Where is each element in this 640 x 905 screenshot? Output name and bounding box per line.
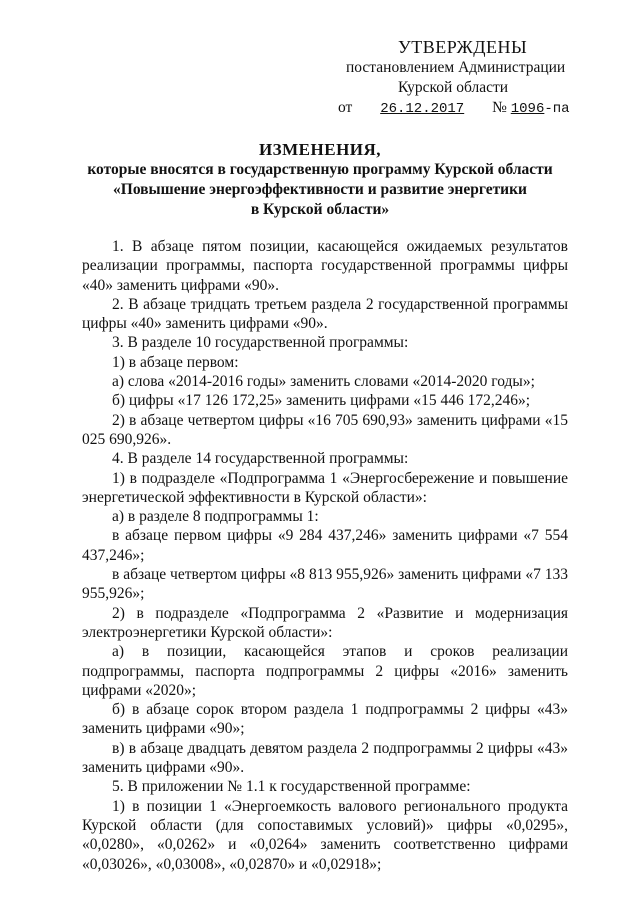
- paragraph: 3. В разделе 10 государственной программы:: [112, 334, 409, 352]
- approval-stamp: УТВЕРЖДЕНЫ: [398, 37, 528, 57]
- paragraph: 4. В разделе 14 государственной программы:: [112, 450, 409, 468]
- approval-number-suffix: -па: [544, 101, 570, 117]
- paragraph: б) цифры «17 126 172,25» заменить цифрами «15 446 172,246»;: [112, 392, 531, 410]
- document-title: ИЗМЕНЕНИЯ,: [258, 140, 382, 159]
- paragraph: а) в разделе 8 подпрограммы 1:: [112, 508, 319, 526]
- date-prefix: от: [338, 99, 353, 116]
- approval-number: 1096: [510, 101, 545, 117]
- approval-date-line: [338, 98, 598, 119]
- approval-date: 26.12.2017: [380, 101, 465, 117]
- document-heading: [60, 140, 580, 220]
- paragraph: в) в абзаце двадцать девятом раздела 2 подпрограммы 2 цифры «43» заменить цифрами «90».: [82, 739, 568, 777]
- paragraph: 1) в абзаце первом:: [112, 353, 239, 371]
- number-prefix: №: [492, 99, 507, 116]
- paragraph: 1) в позиции 1 «Энергоемкость валового регионального продукта Курской области (для сопоставимых условий)» цифры «0,0295», «0,0280», «0,0262» и «0,0264» заменить соответственно цифрами «0,03026», «0,03008», «0,02870» и «0,02918»;: [82, 797, 568, 873]
- document-body: [82, 237, 568, 874]
- paragraph: в абзаце первом цифры «9 284 437,246» заменить цифрами «7 554 437,246»;: [82, 527, 568, 564]
- paragraph: 1) в подразделе «Подпрограмма 1 «Энергосбережение и повышение энергетической эффективности в Курской области»:: [82, 469, 568, 506]
- paragraph: 2) в абзаце четвертом цифры «16 705 690,93» заменить цифрами «15 025 690,926».: [82, 411, 568, 448]
- paragraph: 2. В абзаце тридцать третьем раздела 2 государственной программы цифры «40» заменить цифрами «90».: [82, 295, 568, 333]
- paragraph: в абзаце четвертом цифры «8 813 955,926» заменить цифрами «7 133 955,926»;: [82, 566, 568, 603]
- paragraph: а) в позиции, касающейся этапов и сроков реализации подпрограммы, паспорта подпрограммы 2 цифры «2016» заменить цифрами «2020»;: [82, 643, 568, 699]
- paragraph: б) в абзаце сорок втором раздела 1 подпрограммы 2 цифры «43» заменить цифрами «90»;: [82, 701, 568, 738]
- heading-line-2: «Повышение энергоэффективности и развитие энергетики: [113, 181, 527, 198]
- paragraph: 2) в подразделе «Подпрограмма 2 «Развитие и модернизация электроэнергетики Курской области»:: [82, 604, 568, 641]
- approval-line-2: Курской области: [398, 79, 509, 96]
- heading-line-1: которые вносятся в государственную программу Курской области: [87, 161, 553, 178]
- paragraph: 5. В приложении № 1.1 к государственной программе:: [112, 778, 471, 796]
- paragraph: а) слова «2014-2016 годы» заменить словами «2014-2020 годы»;: [112, 373, 535, 391]
- approval-line-1: постановлением Администрации: [346, 59, 566, 76]
- paragraph: 1. В абзаце пятом позиции, касающейся ожидаемых результатов реализации программы, паспорта государственной программы цифры «40» заменить цифрами «90».: [82, 238, 568, 294]
- approval-block: [338, 36, 598, 119]
- heading-line-3: в Курской области»: [250, 201, 390, 218]
